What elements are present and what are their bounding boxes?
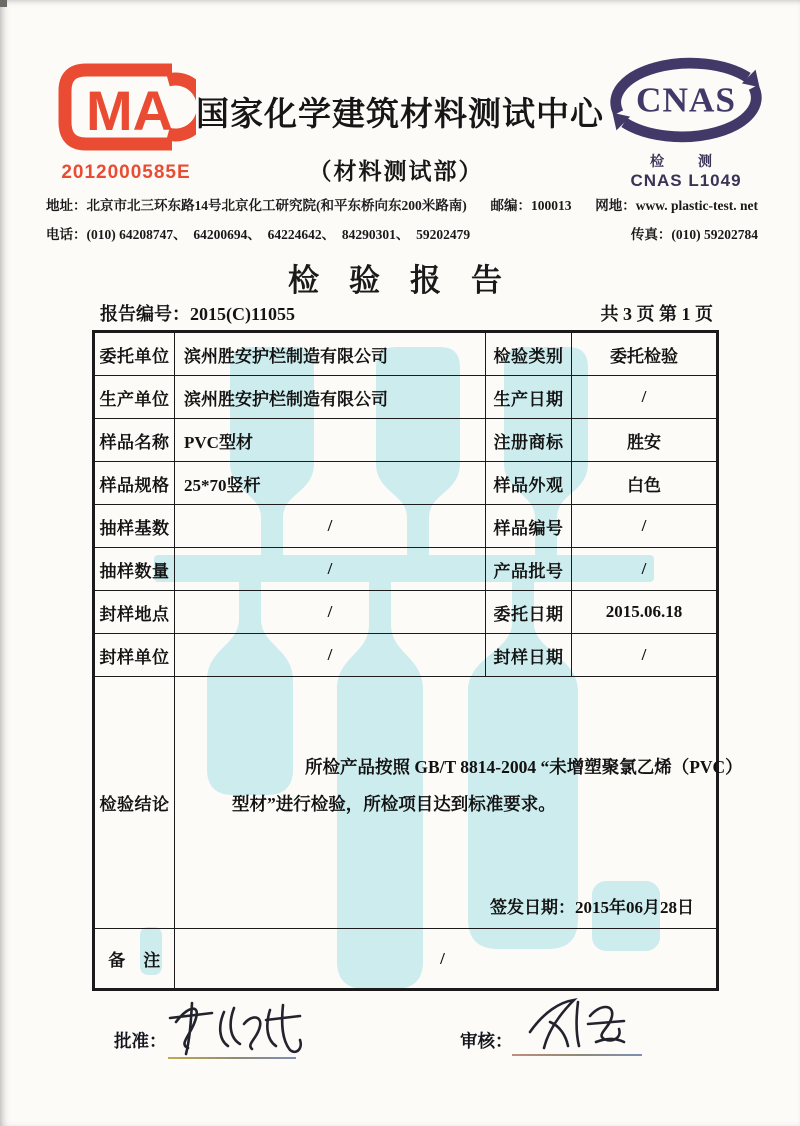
fax-text: 传真：(010) 59202784: [630, 227, 758, 242]
contact-block: [46, 194, 758, 252]
field-label: 样品名称: [95, 419, 175, 461]
field-value: PVC型材: [175, 419, 486, 461]
report-title: 检验报告: [288, 263, 532, 298]
field-value: 委托检验: [610, 346, 678, 366]
approve-signature-line: [168, 1057, 296, 1059]
field-value: /: [641, 559, 647, 578]
field-value: /: [175, 548, 486, 590]
conclusion-text: [175, 749, 743, 823]
cnas-logo: [598, 50, 774, 191]
cma-certificate-number: 2012000585E: [61, 162, 191, 183]
field-label: 委托日期: [486, 591, 572, 633]
field-label: 产品批号: [486, 548, 572, 590]
cnas-mark-icon: [602, 50, 770, 148]
field-value: /: [175, 505, 486, 547]
field-label: 样品编号: [486, 505, 572, 547]
table-row: [95, 419, 716, 462]
field-value: 胜安: [627, 432, 661, 452]
field-value: /: [175, 591, 486, 633]
field-value: /: [175, 634, 486, 676]
review-signature-line: [512, 1054, 642, 1056]
field-value: /: [641, 387, 647, 406]
field-value: 滨州胜安护栏制造有限公司: [175, 376, 486, 418]
field-label: 样品外观: [486, 462, 572, 504]
field-label: 生产单位: [95, 376, 175, 418]
approve-signature: [166, 998, 306, 1060]
cma-mark-icon: [56, 60, 196, 155]
field-label: 抽样数量: [95, 548, 175, 590]
table-row: [95, 376, 716, 419]
cnas-cert-type: 检 测: [650, 155, 722, 170]
cnas-letters: CNAS: [636, 80, 736, 120]
field-value: 25*70竖杆: [175, 462, 486, 504]
field-label: 委托单位: [95, 333, 175, 375]
postcode-text: 邮编：100013: [490, 198, 572, 213]
field-value: 滨州胜安护栏制造有限公司: [175, 333, 486, 375]
field-value: 白色: [627, 475, 661, 495]
remark-row: [95, 929, 716, 988]
field-label: 封样地点: [95, 591, 175, 633]
field-value: /: [641, 645, 647, 664]
report-table: [92, 330, 743, 991]
remark-label: 备 注: [95, 929, 175, 988]
field-value: /: [641, 516, 647, 535]
table-row: [95, 462, 716, 505]
org-title: 国家化学建筑材料测试中心: [196, 97, 604, 133]
conclusion-line-2: 型材”进行检验，所检项目达到标准要求。: [232, 794, 556, 814]
website-text: 网地：www. plastic-test. net: [595, 198, 758, 213]
conclusion-label: 检验结论: [95, 677, 175, 928]
cma-logo: [56, 60, 196, 184]
conclusion-line-1: 所检产品按照 GB/T 8814-2004 “未增塑聚氯乙烯（PVC）: [305, 757, 743, 777]
phone-text: 电话：(010) 64208747、 64200694、 64224642、 84290301、 59202479: [46, 227, 471, 242]
report-number-line: [100, 300, 713, 326]
table-row: [95, 505, 716, 548]
org-header: [196, 88, 604, 186]
address-text: 地址：北京市北三环东路14号北京化工研究院(和平东桥向东200米路南): [46, 198, 467, 213]
field-label: 封样单位: [95, 634, 175, 676]
page-info: 共 3 页 第 1 页: [600, 304, 713, 324]
scan-artifact: [0, 0, 7, 7]
cnas-cert-number: CNAS L1049: [630, 171, 742, 190]
table-row: [95, 591, 716, 634]
field-label: 抽样基数: [95, 505, 175, 547]
org-subtitle: （材料测试部）: [308, 159, 484, 184]
field-label: 生产日期: [486, 376, 572, 418]
field-label: 封样日期: [486, 634, 572, 676]
field-label: 样品规格: [95, 462, 175, 504]
field-label: 检验类别: [486, 333, 572, 375]
cma-letters: MA: [86, 79, 174, 142]
review-signature: [518, 994, 648, 1056]
table-row: [95, 548, 716, 591]
table-row: [95, 634, 716, 677]
conclusion-cell: [175, 677, 743, 928]
table-row: [95, 333, 716, 376]
report-number: 报告编号：2015(C)11055: [100, 304, 295, 324]
issue-date: 签发日期：2015年06月28日: [490, 898, 694, 917]
approve-label: 批准：: [114, 1031, 167, 1051]
field-value: 2015.06.18: [605, 602, 683, 621]
conclusion-row: [95, 677, 743, 929]
remark-value: /: [440, 948, 445, 968]
review-label: 审核：: [460, 1031, 513, 1051]
field-label: 注册商标: [486, 419, 572, 461]
